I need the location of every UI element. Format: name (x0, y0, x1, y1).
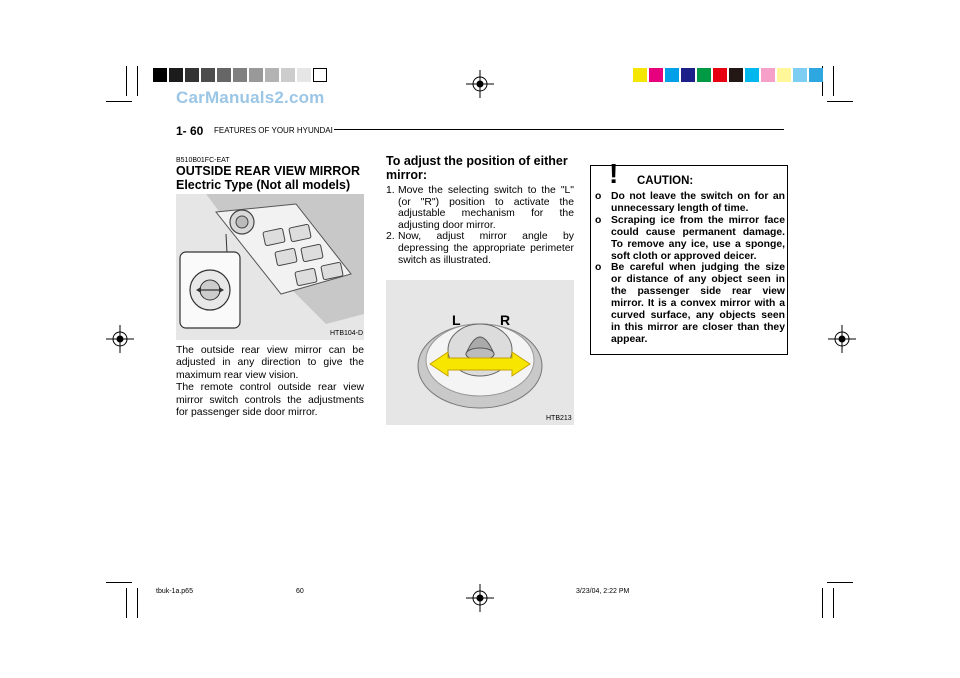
description-text (176, 345, 364, 419)
page-number: 1- 60 (176, 124, 204, 138)
adjust-steps (386, 185, 574, 266)
heading-line-2: Electric Type (Not all models) (176, 178, 351, 192)
heading-line-1: OUTSIDE REAR VIEW MIRROR (176, 164, 361, 178)
gray-swatch (169, 68, 183, 82)
gray-swatch (265, 68, 279, 82)
bullet: o (595, 262, 602, 274)
section-code: B510B01FC-EAT (176, 157, 230, 164)
adjust-heading: To adjust the position of either mirror: (386, 154, 568, 182)
footer-page: 60 (296, 588, 304, 595)
switch-label-r: R (500, 312, 511, 328)
registration-mark-icon (106, 325, 134, 353)
step-text: Move the selecting switch to the "L" (or "R") position to activate the adjustable mechanism for the adjusting door mirror. (398, 185, 574, 231)
caution-title: CAUTION: (637, 175, 694, 187)
color-calibration-bar (633, 68, 825, 82)
gray-swatch (313, 68, 327, 82)
gray-swatch (233, 68, 247, 82)
gray-swatch (201, 68, 215, 82)
caution-item (595, 262, 785, 345)
gray-swatch (217, 68, 231, 82)
footer-timestamp: 3/23/04, 2:22 PM (576, 588, 630, 595)
section-title: FEATURES OF YOUR HYUNDAI (214, 126, 333, 135)
warning-icon: ! (609, 158, 619, 189)
color-swatch (729, 68, 743, 82)
gray-swatch (185, 68, 199, 82)
color-swatch (633, 68, 647, 82)
caution-text: Be careful when judging the size or distance of any object seen in the passenger side rear view mirror. It is a convex mirror with a curved surface, any objects seen in this mirror are closer than they appear. (611, 262, 785, 345)
caution-list (595, 191, 785, 346)
figure-caption: HTB104-D (330, 330, 364, 337)
header-rule (334, 129, 784, 130)
step-item (386, 185, 574, 231)
bullet: o (595, 214, 602, 226)
color-swatch (761, 68, 775, 82)
color-swatch (793, 68, 807, 82)
mirror-switch-figure (386, 280, 574, 425)
gray-swatch (297, 68, 311, 82)
registration-mark-icon (466, 70, 494, 98)
color-swatch (681, 68, 695, 82)
gray-swatch (281, 68, 295, 82)
registration-mark-icon (466, 584, 494, 612)
caution-text: Scraping ice from the mirror face could cause permanent damage. To remove any ice, use a sponge, soft cloth or approved deicer. (611, 214, 785, 262)
section-heading (176, 164, 366, 192)
door-switch-figure (176, 194, 364, 340)
footer-file: tbuk-1a.p65 (156, 588, 193, 595)
step-number: 1. (386, 185, 395, 196)
gray-swatch (153, 68, 167, 82)
bullet: o (595, 191, 602, 202)
color-swatch (665, 68, 679, 82)
caution-item (595, 191, 785, 215)
door-switch-illustration (176, 194, 364, 340)
gray-swatch (249, 68, 263, 82)
color-swatch (697, 68, 711, 82)
color-swatch (777, 68, 791, 82)
step-item (386, 231, 574, 266)
caution-item (595, 215, 785, 263)
registration-mark-icon (828, 325, 856, 353)
color-swatch (745, 68, 759, 82)
caution-box (590, 158, 788, 355)
caution-text: Do not leave the switch on for an unnecessary length of time. (611, 191, 785, 214)
color-swatch (713, 68, 727, 82)
mirror-switch-illustration (386, 280, 574, 425)
watermark: CarManuals2.com (176, 88, 325, 107)
color-swatch (649, 68, 663, 82)
step-number: 2. (386, 231, 395, 243)
figure-caption: HTB213 (546, 415, 572, 422)
paragraph: The outside rear view mirror can be adjusted in any direction to give the maximum rear view vision. (176, 345, 364, 381)
switch-label-l: L (452, 312, 461, 328)
gray-calibration-bar (153, 68, 329, 82)
paragraph: The remote control outside rear view mirror switch controls the adjustments for passenger side door mirror. (176, 382, 364, 419)
color-swatch (809, 68, 823, 82)
step-text: Now, adjust mirror angle by depressing the appropriate perimeter switch as illustrated. (398, 231, 574, 266)
